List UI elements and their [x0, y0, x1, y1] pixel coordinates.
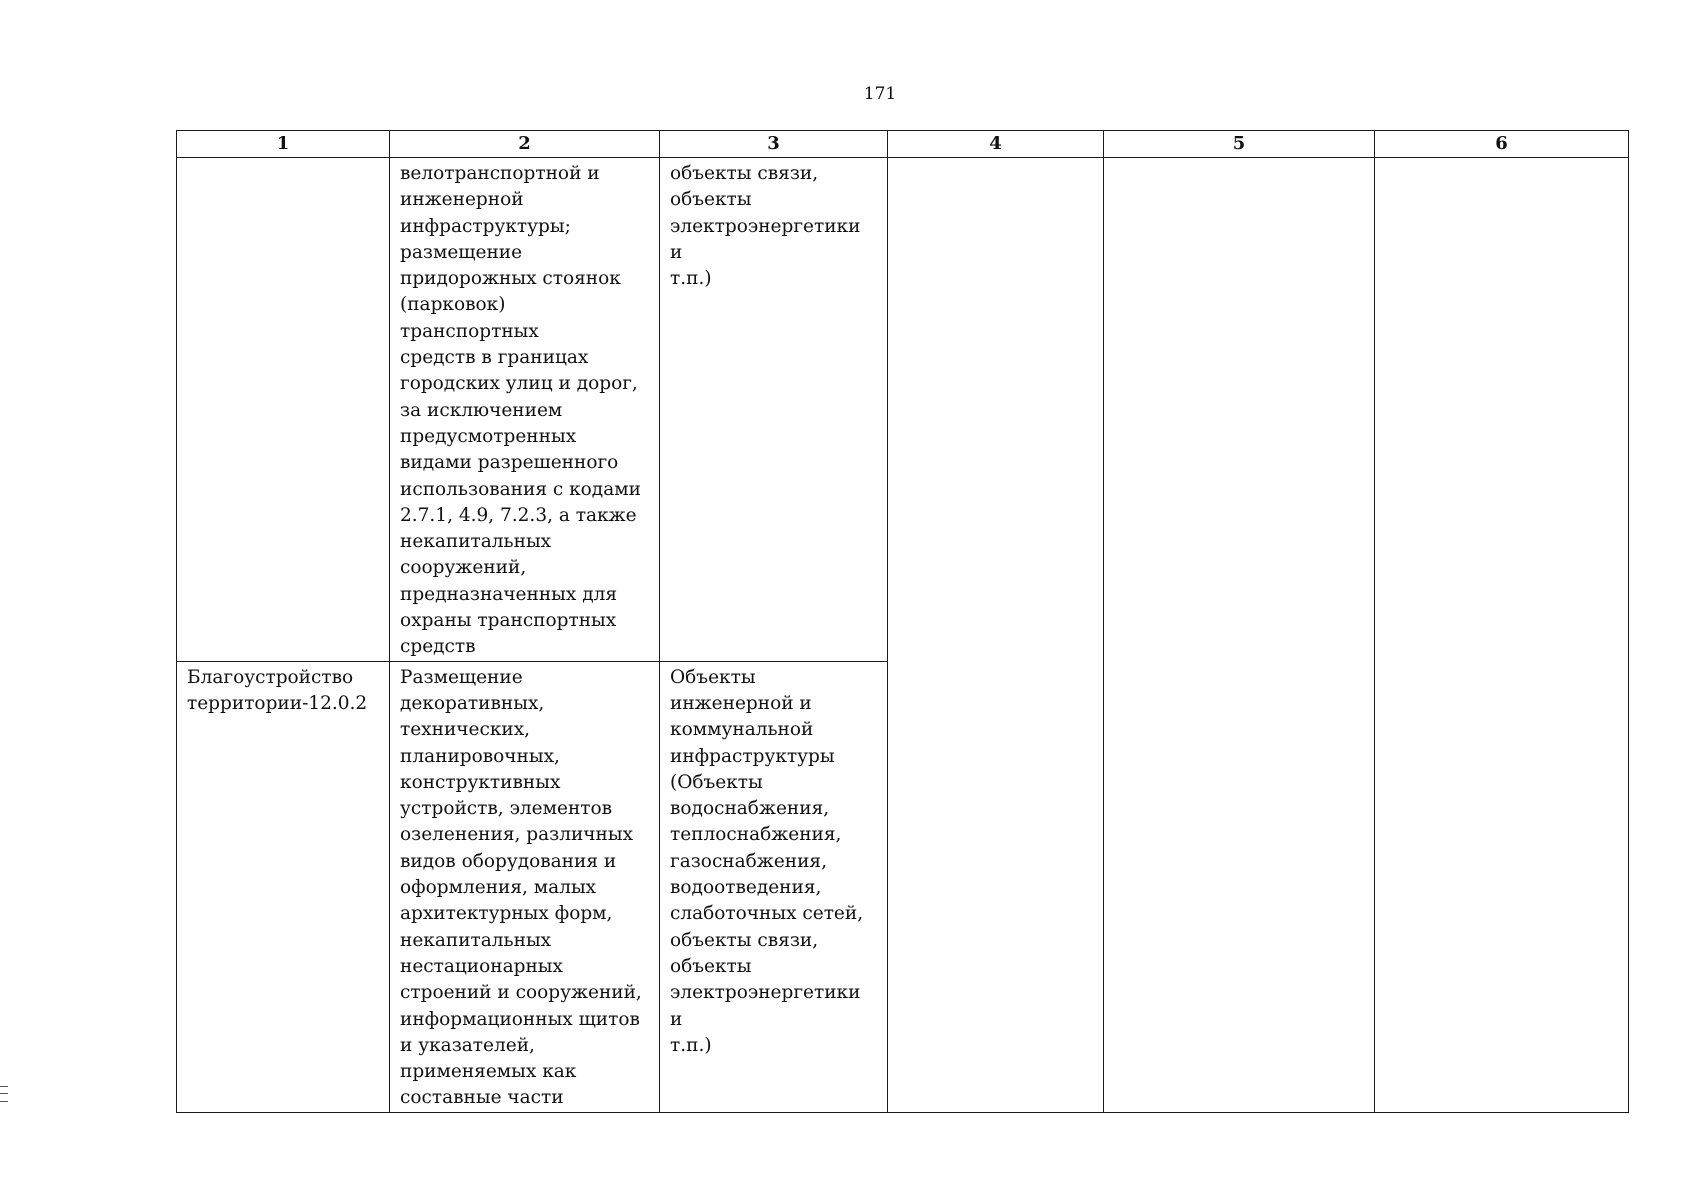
cell-text: велотранспортной и инженерной инфраструктуры; размещение придорожных стоянок (парковок) транспортных средств в границах городских улиц и дорог, за исключением предусмотренных видами разрешенного использования с кодами 2.7.1, 4.9, 7.2.3, а также некапитальных сооружений, предназначенных для охраны транспортных средств: [400, 163, 641, 658]
cell-text: Объекты инженерной и коммунальной инфраструктуры (Объекты водоснабжения, теплоснабжения, газоснабжения, водоотведения, слаботочных сетей, объекты связи, объекты электроэнергетики и т.п.): [670, 666, 864, 1056]
page-number: 171: [863, 84, 897, 104]
table-header-row: [177, 131, 1629, 158]
cell-permitted-use-name: [177, 661, 390, 1112]
header-col-5: 5: [1104, 131, 1375, 158]
header-col-3: 3: [660, 131, 888, 158]
cell-permitted-use-name: [177, 158, 390, 662]
cell-col-6-merged: [1375, 158, 1629, 1113]
cell-capital-objects: [660, 661, 888, 1112]
cell-permitted-use-description: [390, 158, 660, 662]
cell-text: Благоустройство территории-12.0.2: [187, 666, 368, 714]
header-col-1: 1: [177, 131, 390, 158]
header-col-4: 4: [888, 131, 1104, 158]
cell-col-4-merged: [888, 158, 1104, 1113]
header-col-2: 2: [390, 131, 660, 158]
header-col-6: 6: [1375, 131, 1629, 158]
cell-col-5-merged: [1104, 158, 1375, 1113]
regulations-table: [176, 130, 1629, 1113]
cell-permitted-use-description: [390, 661, 660, 1112]
scan-edge-mark: [0, 1086, 8, 1102]
cell-capital-objects: [660, 158, 888, 662]
table-row: [177, 158, 1629, 662]
cell-text: объекты связи, объекты электроэнергетики и т.п.): [670, 163, 861, 290]
cell-text: Размещение декоративных, технических, планировочных, конструктивных устройств, элементов озеленения, различных видов оборудования и оформления, малых архитектурных форм, некапитальных нестационарных строений и сооружений, информационных щитов и указателей, применяемых как составные части: [400, 666, 642, 1109]
